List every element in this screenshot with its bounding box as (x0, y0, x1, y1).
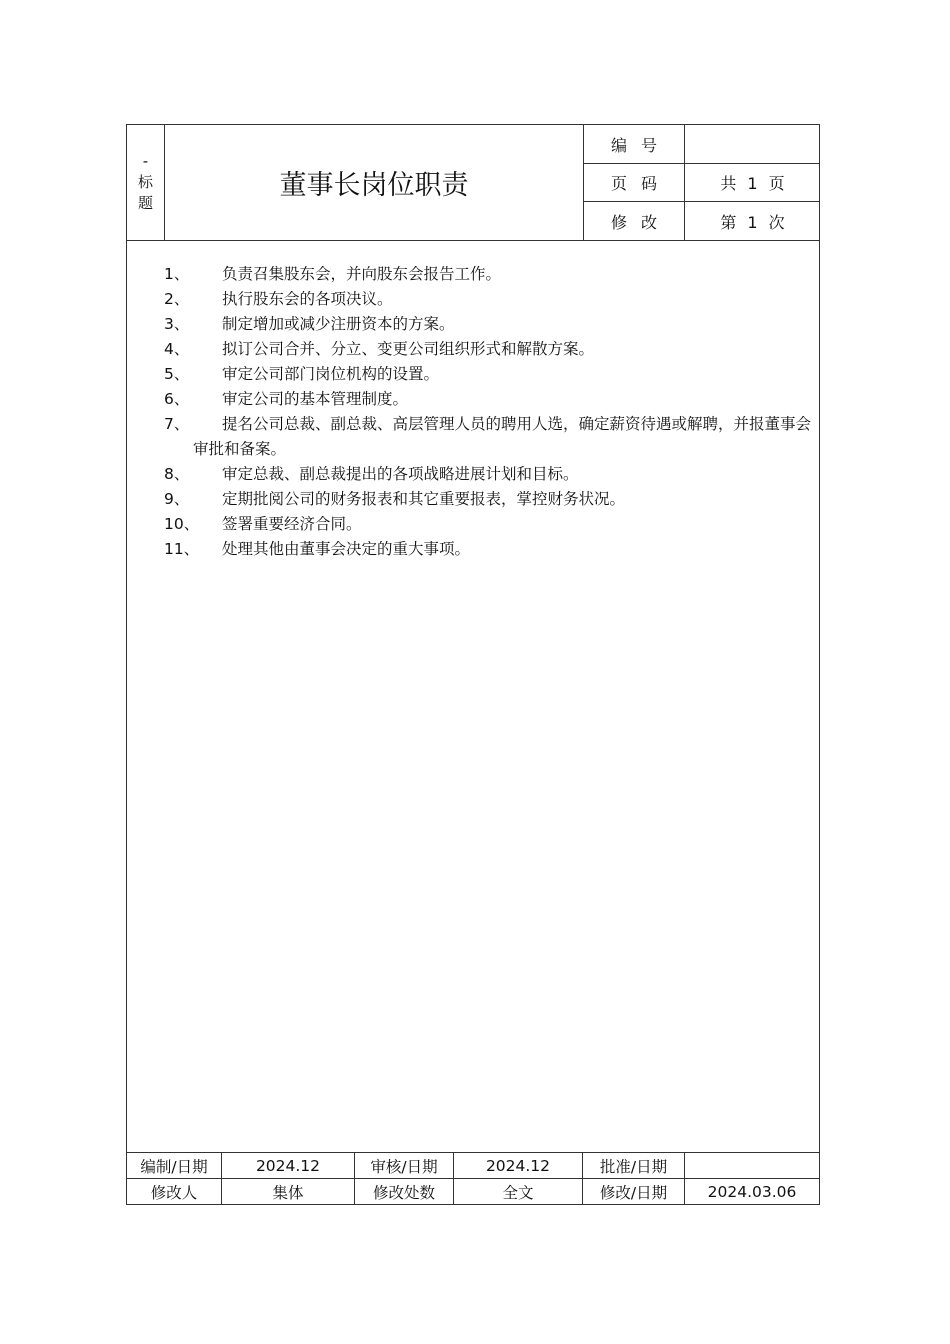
approval-row-revision (127, 1179, 819, 1205)
form-header (127, 125, 819, 241)
approval-row-compile (127, 1153, 819, 1179)
list-item (127, 537, 819, 562)
reviser-label: 修改人 (127, 1179, 222, 1205)
item-text: 签署重要经济合同。 (222, 515, 362, 533)
title-label-char: 题 (137, 194, 153, 212)
meta-value: 第 1 次 (720, 212, 785, 232)
item-number: 3、 (164, 315, 190, 333)
title-label-cell (127, 125, 165, 240)
list-item (127, 312, 819, 337)
list-item (127, 287, 819, 312)
approve-date-value (685, 1153, 819, 1178)
list-item (127, 387, 819, 412)
compile-date-value: 2024.12 (222, 1153, 355, 1178)
list-item (127, 487, 819, 512)
review-date-value: 2024.12 (454, 1153, 583, 1178)
document-form (126, 124, 820, 1205)
item-number: 2、 (164, 290, 190, 308)
list-item (127, 412, 819, 462)
revision-date-value: 2024.03.06 (707, 1183, 797, 1201)
item-text: 拟订公司合并、分立、变更公司组织形式和解散方案。 (222, 340, 595, 358)
item-text: 审定总裁、副总裁提出的各项战略进展计划和目标。 (222, 465, 579, 483)
item-number: 1、 (164, 265, 190, 283)
item-number: 8、 (164, 465, 190, 483)
meta-value (685, 125, 820, 163)
list-item (127, 362, 819, 387)
list-item (127, 337, 819, 362)
document-title: 董事长岗位职责 (279, 170, 469, 201)
review-date-label: 审核/日期 (355, 1153, 454, 1178)
item-number: 7、 (164, 415, 190, 433)
list-item (127, 462, 819, 487)
item-number: 4、 (164, 340, 190, 358)
meta-value: 共 1 页 (720, 173, 785, 193)
meta-row-number (584, 125, 820, 164)
item-number: 6、 (164, 390, 190, 408)
meta-key: 编号 (584, 125, 685, 163)
item-number: 11、 (164, 540, 200, 558)
meta-row-revision (584, 202, 820, 240)
revision-date-label: 修改/日期 (583, 1179, 685, 1205)
meta-table (583, 125, 820, 240)
item-number: 9、 (164, 490, 190, 508)
item-text: 审定公司的基本管理制度。 (222, 390, 409, 408)
meta-key: 页码 (584, 163, 685, 201)
title-label-dash: - (142, 152, 149, 170)
item-text: 审定公司部门岗位机构的设置。 (222, 365, 440, 383)
compile-date-label: 编制/日期 (127, 1153, 222, 1178)
reviser-value: 集体 (222, 1179, 355, 1205)
list-item (127, 262, 819, 287)
item-text: 执行股东会的各项决议。 (222, 290, 393, 308)
duties-list (127, 262, 819, 562)
item-text: 定期批阅公司的财务报表和其它重要报表，掌控财务状况。 (222, 490, 626, 508)
item-text: 提名公司总裁、副总裁、高层管理人员的聘用人选，确定薪资待遇或解聘，并报董事会审批和备案。 (193, 415, 812, 458)
title-label-char: 标 (137, 173, 153, 191)
meta-row-pages (584, 163, 820, 202)
item-text: 负责召集股东会，并向股东会报告工作。 (222, 265, 502, 283)
list-item (127, 512, 819, 537)
item-text: 处理其他由董事会决定的重大事项。 (222, 540, 471, 558)
revision-count-label: 修改处数 (355, 1179, 454, 1205)
approve-date-label: 批准/日期 (583, 1153, 685, 1178)
revision-count-value: 全文 (454, 1179, 583, 1205)
meta-key: 修改 (584, 202, 685, 240)
item-text: 制定增加或减少注册资本的方案。 (222, 315, 455, 333)
item-number: 5、 (164, 365, 190, 383)
item-number: 10、 (164, 515, 200, 533)
approval-table (127, 1152, 819, 1205)
